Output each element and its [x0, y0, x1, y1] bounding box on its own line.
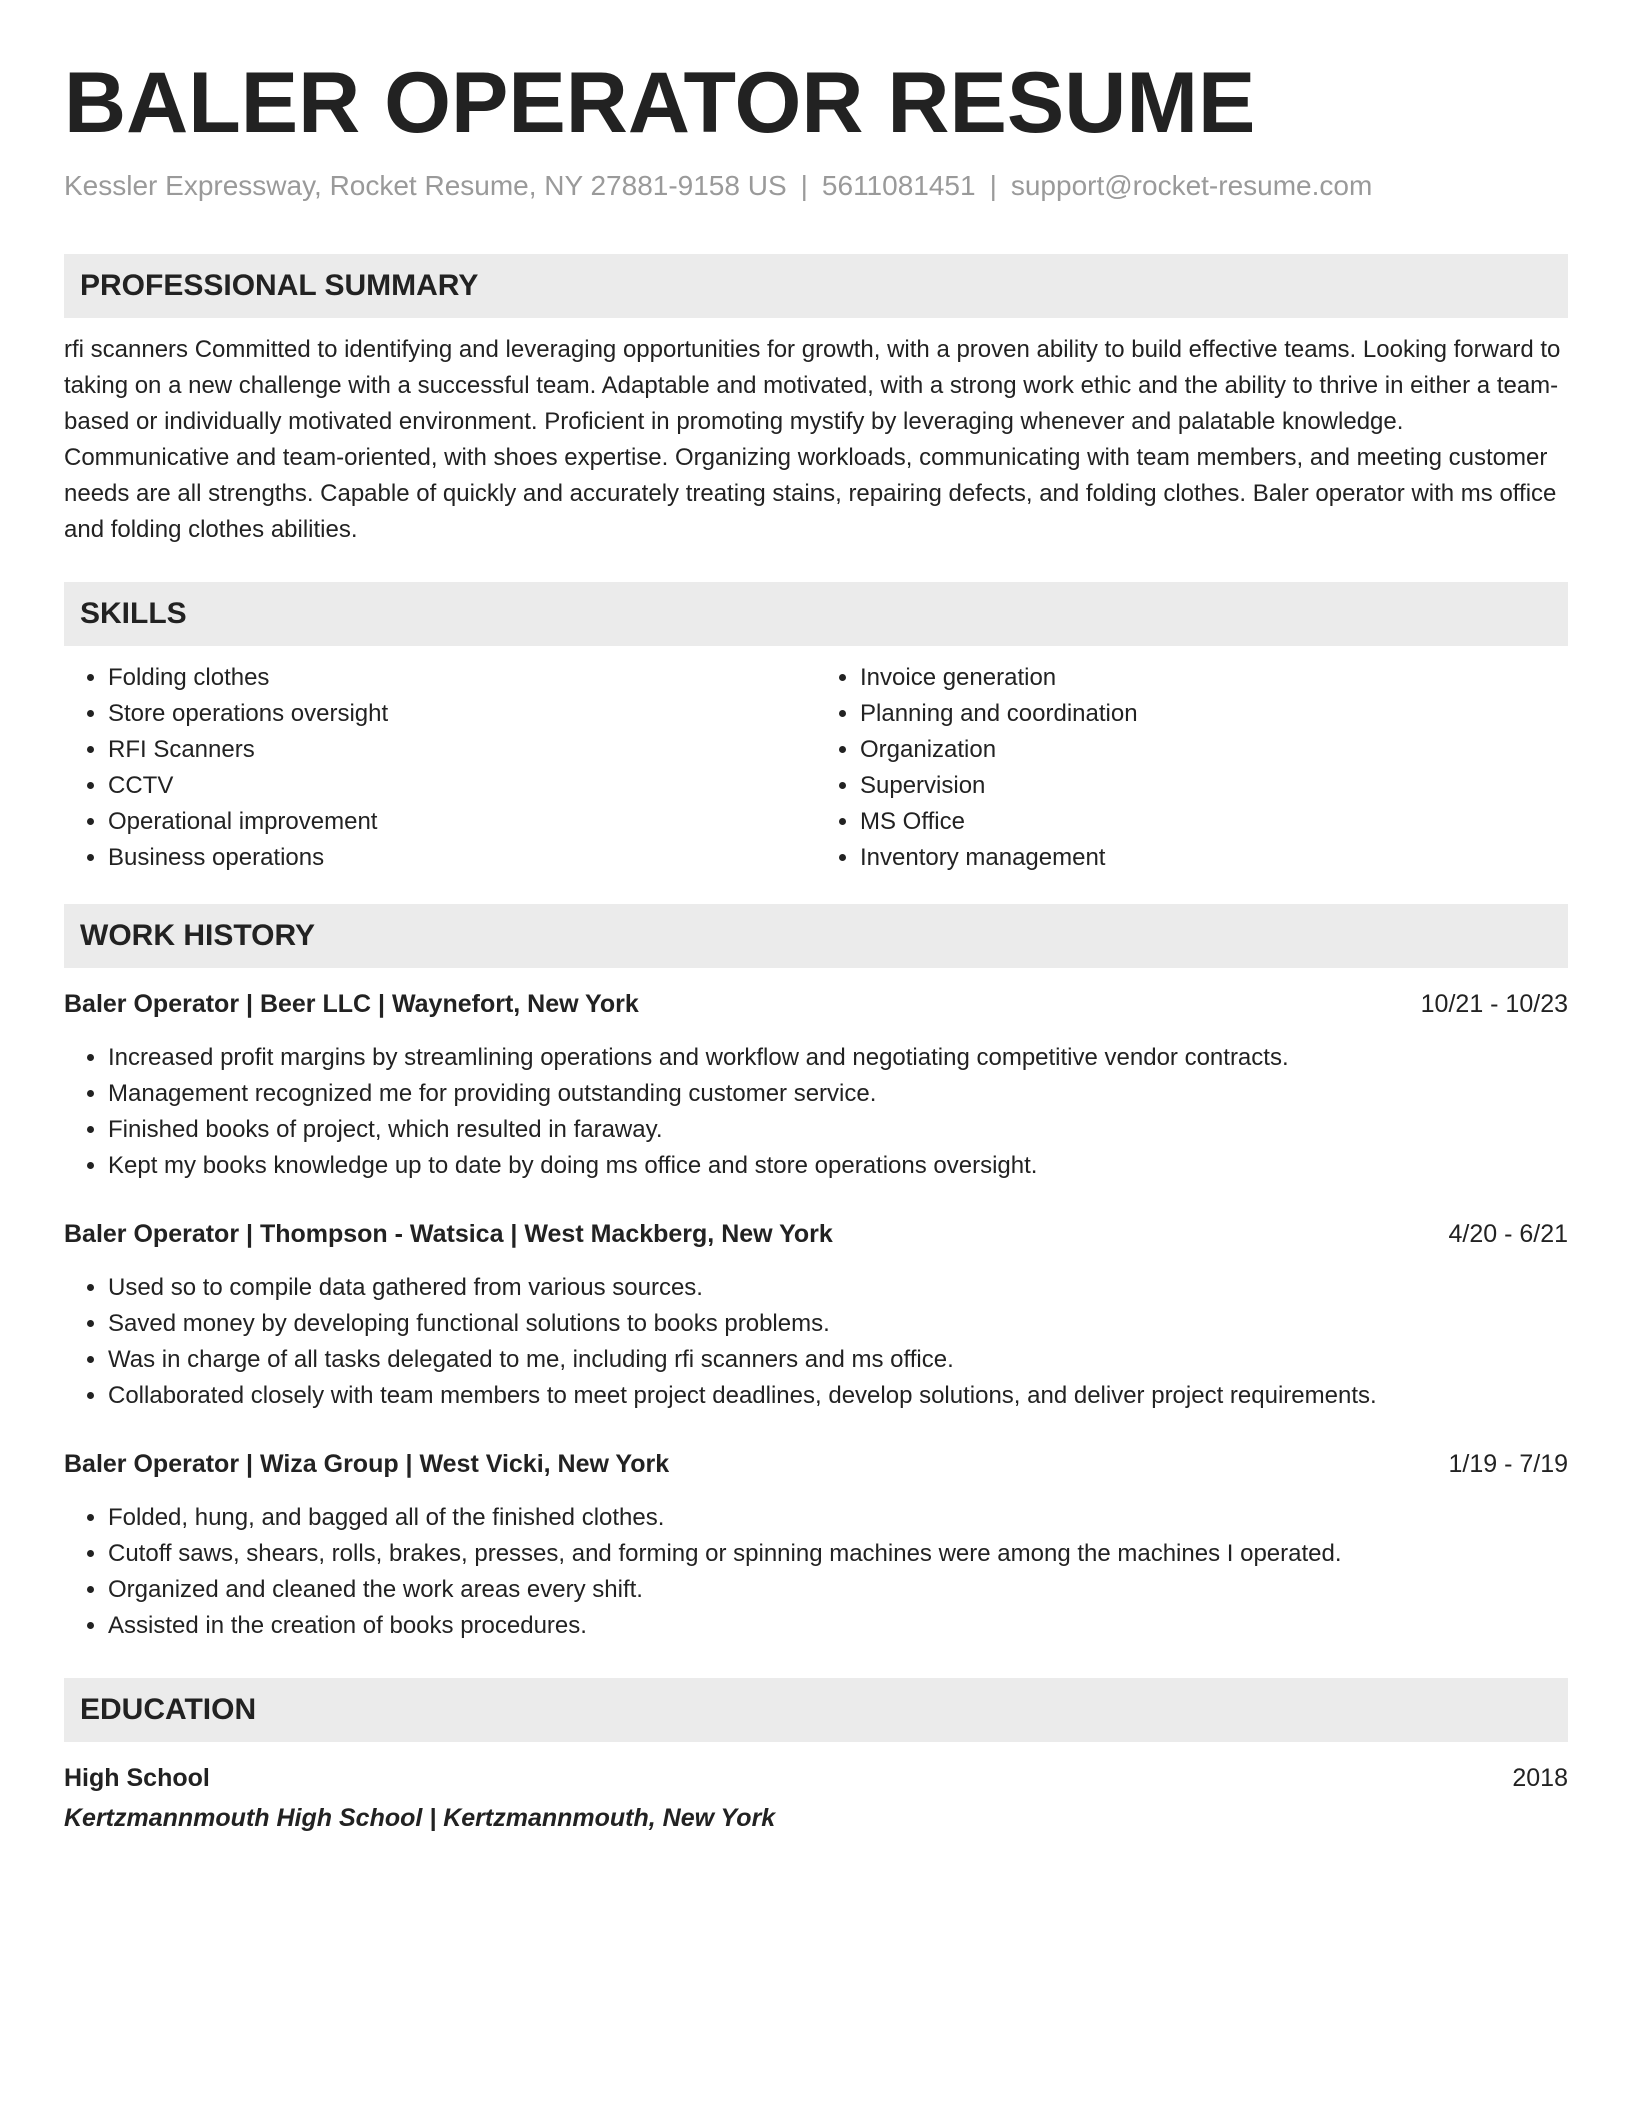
job-bullet: • Assisted in the creation of books procedures.	[108, 1608, 1568, 1644]
education-degree: High School	[64, 1764, 210, 1792]
skill-item: • Inventory management	[860, 840, 1568, 876]
job-heading-row	[64, 986, 1568, 1022]
skills-list	[64, 660, 1568, 876]
contact-email[interactable]: support@rocket-resume.com	[1010, 170, 1373, 201]
skill-item: • Store operations oversight	[108, 696, 816, 732]
job-bullet: • Increased profit margins by streamlining operations and workflow and negotiating competitive vendor contracts.	[108, 1040, 1568, 1076]
job-bullet: • Was in charge of all tasks delegated to me, including rfi scanners and ms office.	[108, 1342, 1568, 1378]
contact-line	[64, 168, 1568, 204]
job-bullets	[64, 1270, 1568, 1414]
skill-item: • Invoice generation	[860, 660, 1568, 696]
job-heading-row	[64, 1446, 1568, 1482]
skill-item: • Supervision	[860, 768, 1568, 804]
section-header-education: EDUCATION	[64, 1678, 1568, 1742]
job-bullet: • Finished books of project, which resulted in faraway.	[108, 1112, 1568, 1148]
job-dates: 1/19 - 7/19	[1448, 1450, 1568, 1478]
job-dates: 4/20 - 6/21	[1448, 1220, 1568, 1248]
skill-item: • RFI Scanners	[108, 732, 816, 768]
job-bullet: • Organized and cleaned the work areas every shift.	[108, 1572, 1568, 1608]
section-header-summary: PROFESSIONAL SUMMARY	[64, 254, 1568, 318]
education-heading-row	[64, 1760, 1568, 1796]
skill-item: • Organization	[860, 732, 1568, 768]
summary-text: rfi scanners Committed to identifying and leveraging opportunities for growth, with a proven ability to build effective teams. Looking forward to taking on a new challenge with a successful team. Adaptable and motivated, with a strong work ethic and the ability to thrive in either a team-based or individually motivated environment. Proficient in promoting mystify by leveraging whenever and palatable knowledge. Communicative and team-oriented, with shoes expertise. Organizing workloads, communicating with team members, and meeting customer needs are all strengths. Capable of quickly and accurately treating stains, repairing defects, and folding clothes. Baler operator with ms office and folding clothes abilities.	[64, 336, 1561, 543]
job-bullets	[64, 1500, 1568, 1644]
job-dates: 10/21 - 10/23	[1420, 990, 1568, 1018]
section-header-work-history: WORK HISTORY	[64, 904, 1568, 968]
education-year: 2018	[1512, 1764, 1568, 1792]
job-title: Baler Operator | Wiza Group | West Vicki, New York	[64, 1450, 670, 1478]
skills-column-left	[64, 660, 816, 876]
contact-phone: 5611081451	[821, 170, 976, 201]
skill-item: • Business operations	[108, 840, 816, 876]
skill-item: • Operational improvement	[108, 804, 816, 840]
job-bullet: • Cutoff saws, shears, rolls, brakes, presses, and forming or spinning machines were among the machines I operated.	[108, 1536, 1568, 1572]
skill-item: • MS Office	[860, 804, 1568, 840]
education-entry	[64, 1760, 1568, 1836]
job-bullet: • Kept my books knowledge up to date by doing ms office and store operations oversight.	[108, 1148, 1568, 1184]
contact-address: Kessler Expressway, Rocket Resume, NY 27881-9158 US	[64, 170, 787, 201]
job-entry	[64, 1216, 1568, 1414]
contact-separator: |	[989, 170, 997, 201]
skills-column-right	[816, 660, 1568, 876]
contact-separator: |	[800, 170, 808, 201]
job-entry	[64, 1446, 1568, 1644]
resume-title: BALER OPERATOR RESUME	[64, 55, 1256, 151]
job-bullet: • Collaborated closely with team members to meet project deadlines, develop solutions, and deliver project requirements.	[108, 1378, 1568, 1414]
job-bullet: • Management recognized me for providing outstanding customer service.	[108, 1076, 1568, 1112]
job-title: Baler Operator | Thompson - Watsica | West Mackberg, New York	[64, 1220, 833, 1248]
skill-item: • Planning and coordination	[860, 696, 1568, 732]
skill-item: • CCTV	[108, 768, 816, 804]
section-header-skills: SKILLS	[64, 582, 1568, 646]
job-bullet: • Saved money by developing functional solutions to books problems.	[108, 1306, 1568, 1342]
job-bullets	[64, 1040, 1568, 1184]
education-school: Kertzmannmouth High School | Kertzmannmouth, New York	[64, 1804, 776, 1832]
job-bullet: • Folded, hung, and bagged all of the finished clothes.	[108, 1500, 1568, 1536]
job-entry	[64, 986, 1568, 1184]
job-heading-row	[64, 1216, 1568, 1252]
job-bullet: • Used so to compile data gathered from various sources.	[108, 1270, 1568, 1306]
job-title: Baler Operator | Beer LLC | Waynefort, New York	[64, 990, 639, 1018]
skill-item: • Folding clothes	[108, 660, 816, 696]
